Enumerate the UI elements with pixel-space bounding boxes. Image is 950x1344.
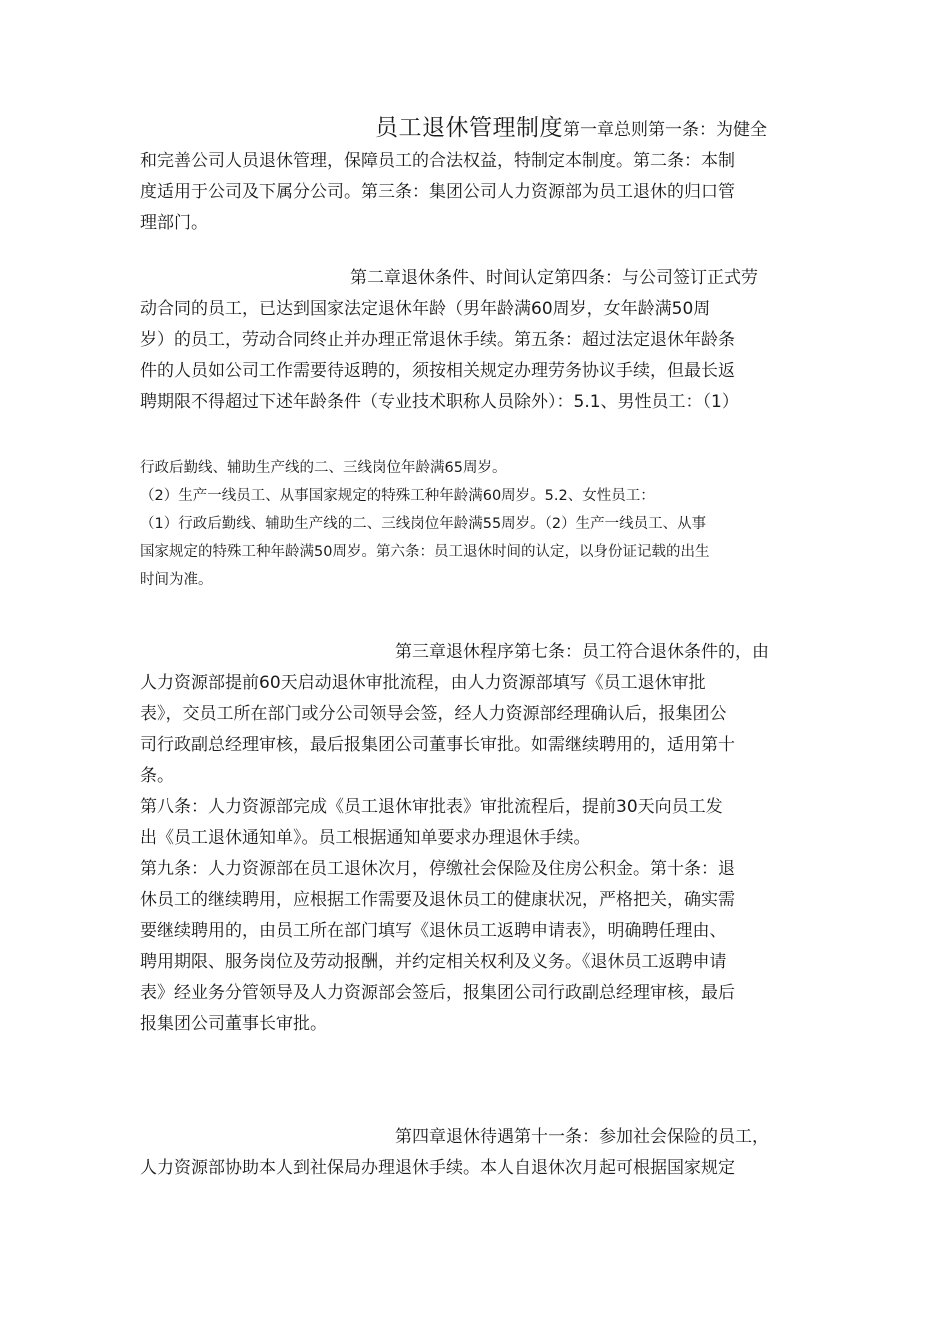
- text-line: 出《员工退休通知单》。员工根据通知单要求办理退休手续。: [140, 828, 591, 848]
- text-line: 行政后勤线、辅助生产线的二、三线岗位年龄满65周岁。: [140, 460, 507, 476]
- text-line: 动合同的员工，已达到国家法定退休年龄（男年龄满60周岁，女年龄满50周: [140, 299, 711, 319]
- chapter-4-paragraph: [140, 1122, 815, 1184]
- text-line: 岁）的员工，劳动合同终止并办理正常退休手续。第五条：超过法定退休年龄条: [140, 330, 735, 350]
- text-line: 第九条：人力资源部在员工退休次月，停缴社会保险及住房公积金。第十条：退: [140, 859, 735, 879]
- text-line: 理部门。: [140, 213, 208, 233]
- chapter-4-first-line: 第四章退休待遇第十一条：参加社会保险的员工，: [395, 1127, 769, 1147]
- text-line: 条。: [140, 766, 174, 786]
- text-line: 聘期限不得超过下述年龄条件（专业技术职称人员除外）：5.1、男性员工：（1）: [140, 392, 739, 412]
- text-line: 人力资源部提前60天启动退休审批流程，由人力资源部填写《员工退休审批: [140, 673, 706, 693]
- text-line: 人力资源部协助本人到社保局办理退休手续。本人自退休次月起可根据国家规定: [140, 1158, 735, 1178]
- document-title: 员工退休管理制度: [375, 115, 563, 141]
- text-line: 和完善公司人员退休管理，保障员工的合法权益，特制定本制度。第二条：本制: [140, 151, 735, 171]
- text-line: 表》经业务分管领导及人力资源部会签后，报集团公司行政副总经理审核，最后: [140, 983, 735, 1003]
- text-line: 件的人员如公司工作需要待返聘的，须按相关规定办理劳务协议手续，但最长返: [140, 361, 735, 381]
- chapter-2-first-line: 第二章退休条件、时间认定第四条：与公司签订正式劳: [350, 268, 758, 288]
- text-line: 司行政副总经理审核，最后报集团公司董事长审批。如需继续聘用的，适用第十: [140, 735, 735, 755]
- chapter-1-heading-text: 第一章总则第一条：为健全: [563, 120, 767, 140]
- text-line: 报集团公司董事长审批。: [140, 1014, 327, 1034]
- text-line: 第八条：人力资源部完成《员工退休审批表》审批流程后，提前30天向员工发: [140, 797, 723, 817]
- text-line: （2）生产一线员工、从事国家规定的特殊工种年龄满60周岁。5.2、女性员工：: [140, 488, 655, 504]
- text-line: （1）行政后勤线、辅助生产线的二、三线岗位年龄满55周岁。（2）生产一线员工、从事: [140, 516, 707, 532]
- text-line: 休员工的继续聘用，应根据工作需要及退休员工的健康状况，严格把关，确实需: [140, 890, 735, 910]
- chapter-3-first-line: 第三章退休程序第七条：员工符合退休条件的，由: [395, 642, 769, 662]
- chapter-1-paragraph: [140, 113, 815, 239]
- text-line: 国家规定的特殊工种年龄满50周岁。第六条：员工退休时间的认定，以身份证记载的出生: [140, 544, 710, 560]
- text-line: 要继续聘用的，由员工所在部门填写《退休员工返聘申请表》，明确聘任理由、: [140, 921, 727, 941]
- text-line: 时间为准。: [140, 572, 213, 588]
- chapter-3-paragraph: [140, 637, 815, 1040]
- text-line: 表》，交员工所在部门或分公司领导会签，经人力资源部经理确认后，报集团公: [140, 704, 727, 724]
- chapter-1-first-line: [140, 113, 815, 146]
- text-line: 度适用于公司及下属分公司。第三条：集团公司人力资源部为员工退休的归口管: [140, 182, 735, 202]
- chapter-2-paragraph: [140, 263, 815, 418]
- text-line: 聘用期限、服务岗位及劳动报酬，并约定相关权利及义务。《退休员工返聘申请: [140, 952, 727, 972]
- chapter-2-small-paragraph: [140, 454, 815, 594]
